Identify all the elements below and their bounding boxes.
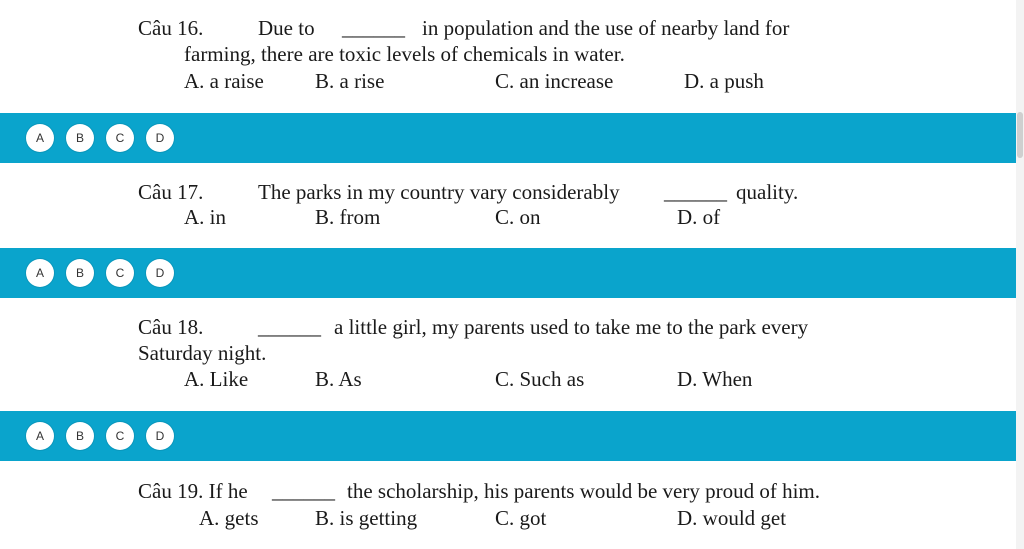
question-number: Câu 17. xyxy=(138,180,204,204)
question-text: Due to xyxy=(258,16,315,40)
option-a: A. Like xyxy=(184,367,249,391)
option-d: D. a push xyxy=(684,69,764,93)
question-text: the scholarship, his parents would be very proud of him. xyxy=(347,479,820,503)
question-text: a little girl, my parents used to take me to the park every xyxy=(334,315,809,339)
answer-button-c[interactable]: C xyxy=(106,124,134,152)
scrollbar-thumb[interactable] xyxy=(1017,112,1023,158)
answer-button-c[interactable]: C xyxy=(106,259,134,287)
question-text: farming, there are toxic levels of chemicals in water. xyxy=(184,42,625,66)
answer-button-b[interactable]: B xyxy=(66,259,94,287)
answer-bar-18 xyxy=(0,411,1016,461)
option-d: D. would get xyxy=(677,506,787,530)
question-number: Câu 16. xyxy=(138,16,204,40)
option-a: A. in xyxy=(184,205,226,229)
option-c: C. Such as xyxy=(495,367,585,391)
answer-button-c[interactable]: C xyxy=(106,422,134,450)
question-16 xyxy=(0,0,1016,113)
option-c: C. got xyxy=(495,506,547,530)
answer-bar-17 xyxy=(0,248,1016,298)
option-c: C. an increase xyxy=(495,69,614,93)
option-a: A. a raise xyxy=(184,69,264,93)
option-d: D. of xyxy=(677,205,721,229)
question-text: in population and the use of nearby land for xyxy=(422,16,790,40)
option-b: B. from xyxy=(315,205,381,229)
scrollbar-track[interactable] xyxy=(1016,0,1024,549)
answer-bar-16 xyxy=(0,113,1016,163)
answer-button-d[interactable]: D xyxy=(146,259,174,287)
option-d: D. When xyxy=(677,367,753,391)
answer-button-d[interactable]: D xyxy=(146,422,174,450)
answer-button-a[interactable]: A xyxy=(26,422,54,450)
answer-button-b[interactable]: B xyxy=(66,422,94,450)
answer-button-b[interactable]: B xyxy=(66,124,94,152)
answer-blank: ______ xyxy=(342,16,405,40)
answer-blank: ______ xyxy=(664,180,727,204)
question-number: Câu 18. xyxy=(138,315,204,339)
question-number: Câu 19. If he xyxy=(138,479,248,503)
question-text: Saturday night. xyxy=(138,341,267,365)
option-b: B. a rise xyxy=(315,69,385,93)
answer-button-d[interactable]: D xyxy=(146,124,174,152)
answer-button-a[interactable]: A xyxy=(26,259,54,287)
option-c: C. on xyxy=(495,205,541,229)
option-b: B. is getting xyxy=(315,506,418,530)
question-19 xyxy=(0,461,1016,549)
option-b: B. As xyxy=(315,367,362,391)
question-18 xyxy=(0,298,1016,411)
answer-blank: ______ xyxy=(258,315,321,339)
question-text: The parks in my country vary considerably xyxy=(258,180,620,204)
option-a: A. gets xyxy=(199,506,259,530)
question-text: quality. xyxy=(736,180,799,204)
answer-blank: ______ xyxy=(272,479,335,503)
question-17 xyxy=(0,163,1016,248)
answer-button-a[interactable]: A xyxy=(26,124,54,152)
